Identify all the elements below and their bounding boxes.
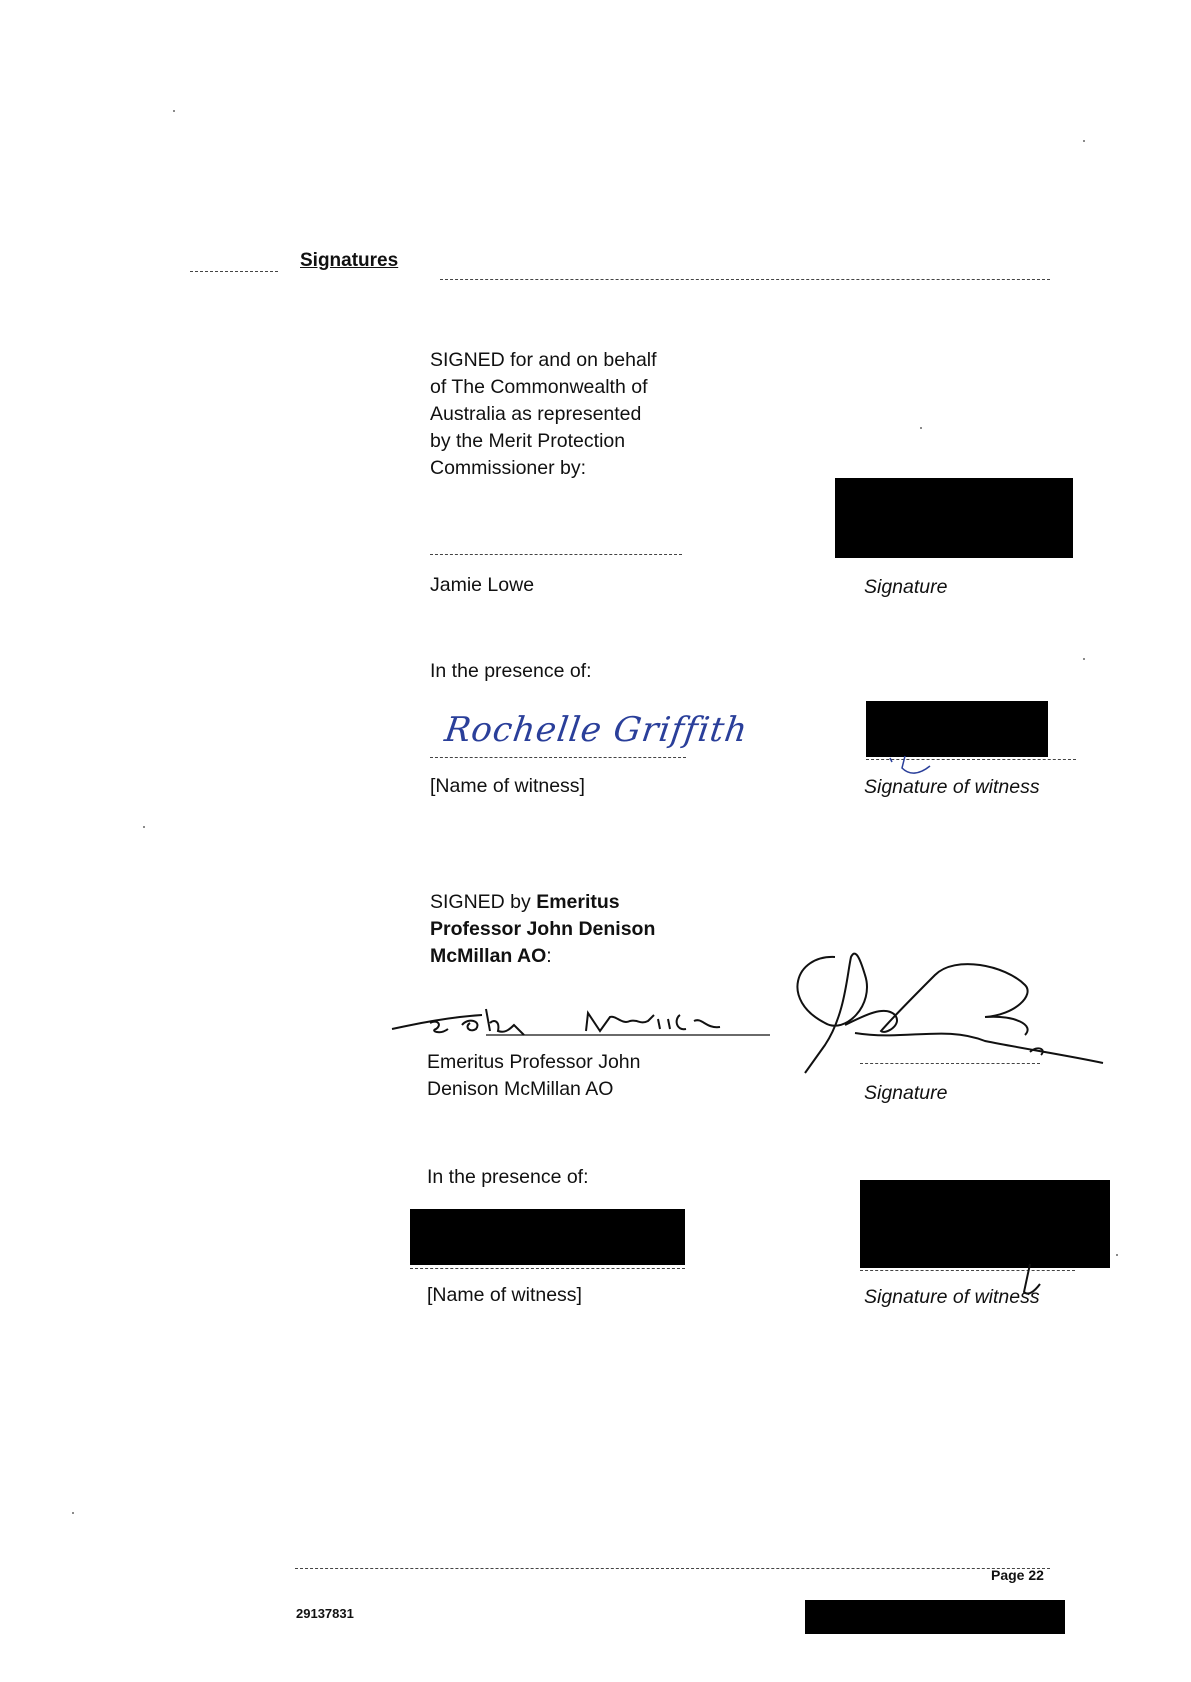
signatory-name (427, 1049, 727, 1103)
page-label: Page 22 (991, 1567, 1044, 1583)
intro-line: SIGNED by Emeritus (430, 891, 620, 913)
intro-line: Australia as represented (430, 403, 642, 425)
presence-label: In the presence of: (430, 660, 592, 682)
heading-rule-right (440, 279, 1050, 280)
signature-line (860, 1063, 1040, 1064)
scan-speck (143, 826, 145, 828)
signature-label: Signature (864, 1082, 948, 1104)
presence-label: In the presence of: (427, 1166, 589, 1188)
intro-line: of The Commonwealth of (430, 376, 648, 398)
scan-speck (1083, 140, 1085, 142)
redacted-witness-name (410, 1209, 685, 1265)
scan-speck (173, 110, 175, 112)
witness-name-line (410, 1268, 685, 1269)
redacted-signature (835, 478, 1073, 558)
document-number: 29137831 (296, 1606, 354, 1621)
witness-signature-label: Signature of witness (864, 1286, 1040, 1308)
block1-intro (430, 347, 750, 482)
heading-rule-left (190, 271, 278, 272)
signatory-signature (785, 945, 1105, 1075)
witness-name-label: [Name of witness] (430, 775, 585, 797)
handwritten-witness-name: Rochelle Griffith (442, 710, 751, 750)
witness-name-label: [Name of witness] (427, 1284, 582, 1306)
witness-signature-label: Signature of witness (864, 776, 1040, 798)
signature-label: Signature (864, 576, 948, 598)
intro-line: Commissioner by: (430, 457, 587, 479)
scan-speck (1083, 658, 1085, 660)
handwritten-signatory-name (390, 995, 780, 1055)
intro-line: McMillan AO: (430, 945, 552, 967)
name-line: Emeritus Professor John (427, 1051, 641, 1073)
block2-intro (430, 889, 760, 970)
section-heading: Signatures (300, 250, 399, 271)
intro-line: Professor John Denison (430, 918, 656, 940)
redacted-witness-signature (866, 701, 1048, 757)
witness-name-line (430, 757, 686, 758)
redacted-witness-signature (860, 1180, 1110, 1268)
footer-rule (295, 1568, 1050, 1569)
intro-line: SIGNED for and on behalf (430, 349, 657, 371)
name-line: Denison McMillan AO (427, 1078, 614, 1100)
signatory-name-line (430, 554, 682, 555)
signatory-name: Jamie Lowe (430, 574, 535, 596)
intro-line: by the Merit Protection (430, 430, 626, 452)
redacted-footer (805, 1600, 1065, 1634)
scan-speck (920, 427, 922, 429)
scan-speck (72, 1512, 74, 1514)
scan-speck (1116, 1254, 1118, 1256)
